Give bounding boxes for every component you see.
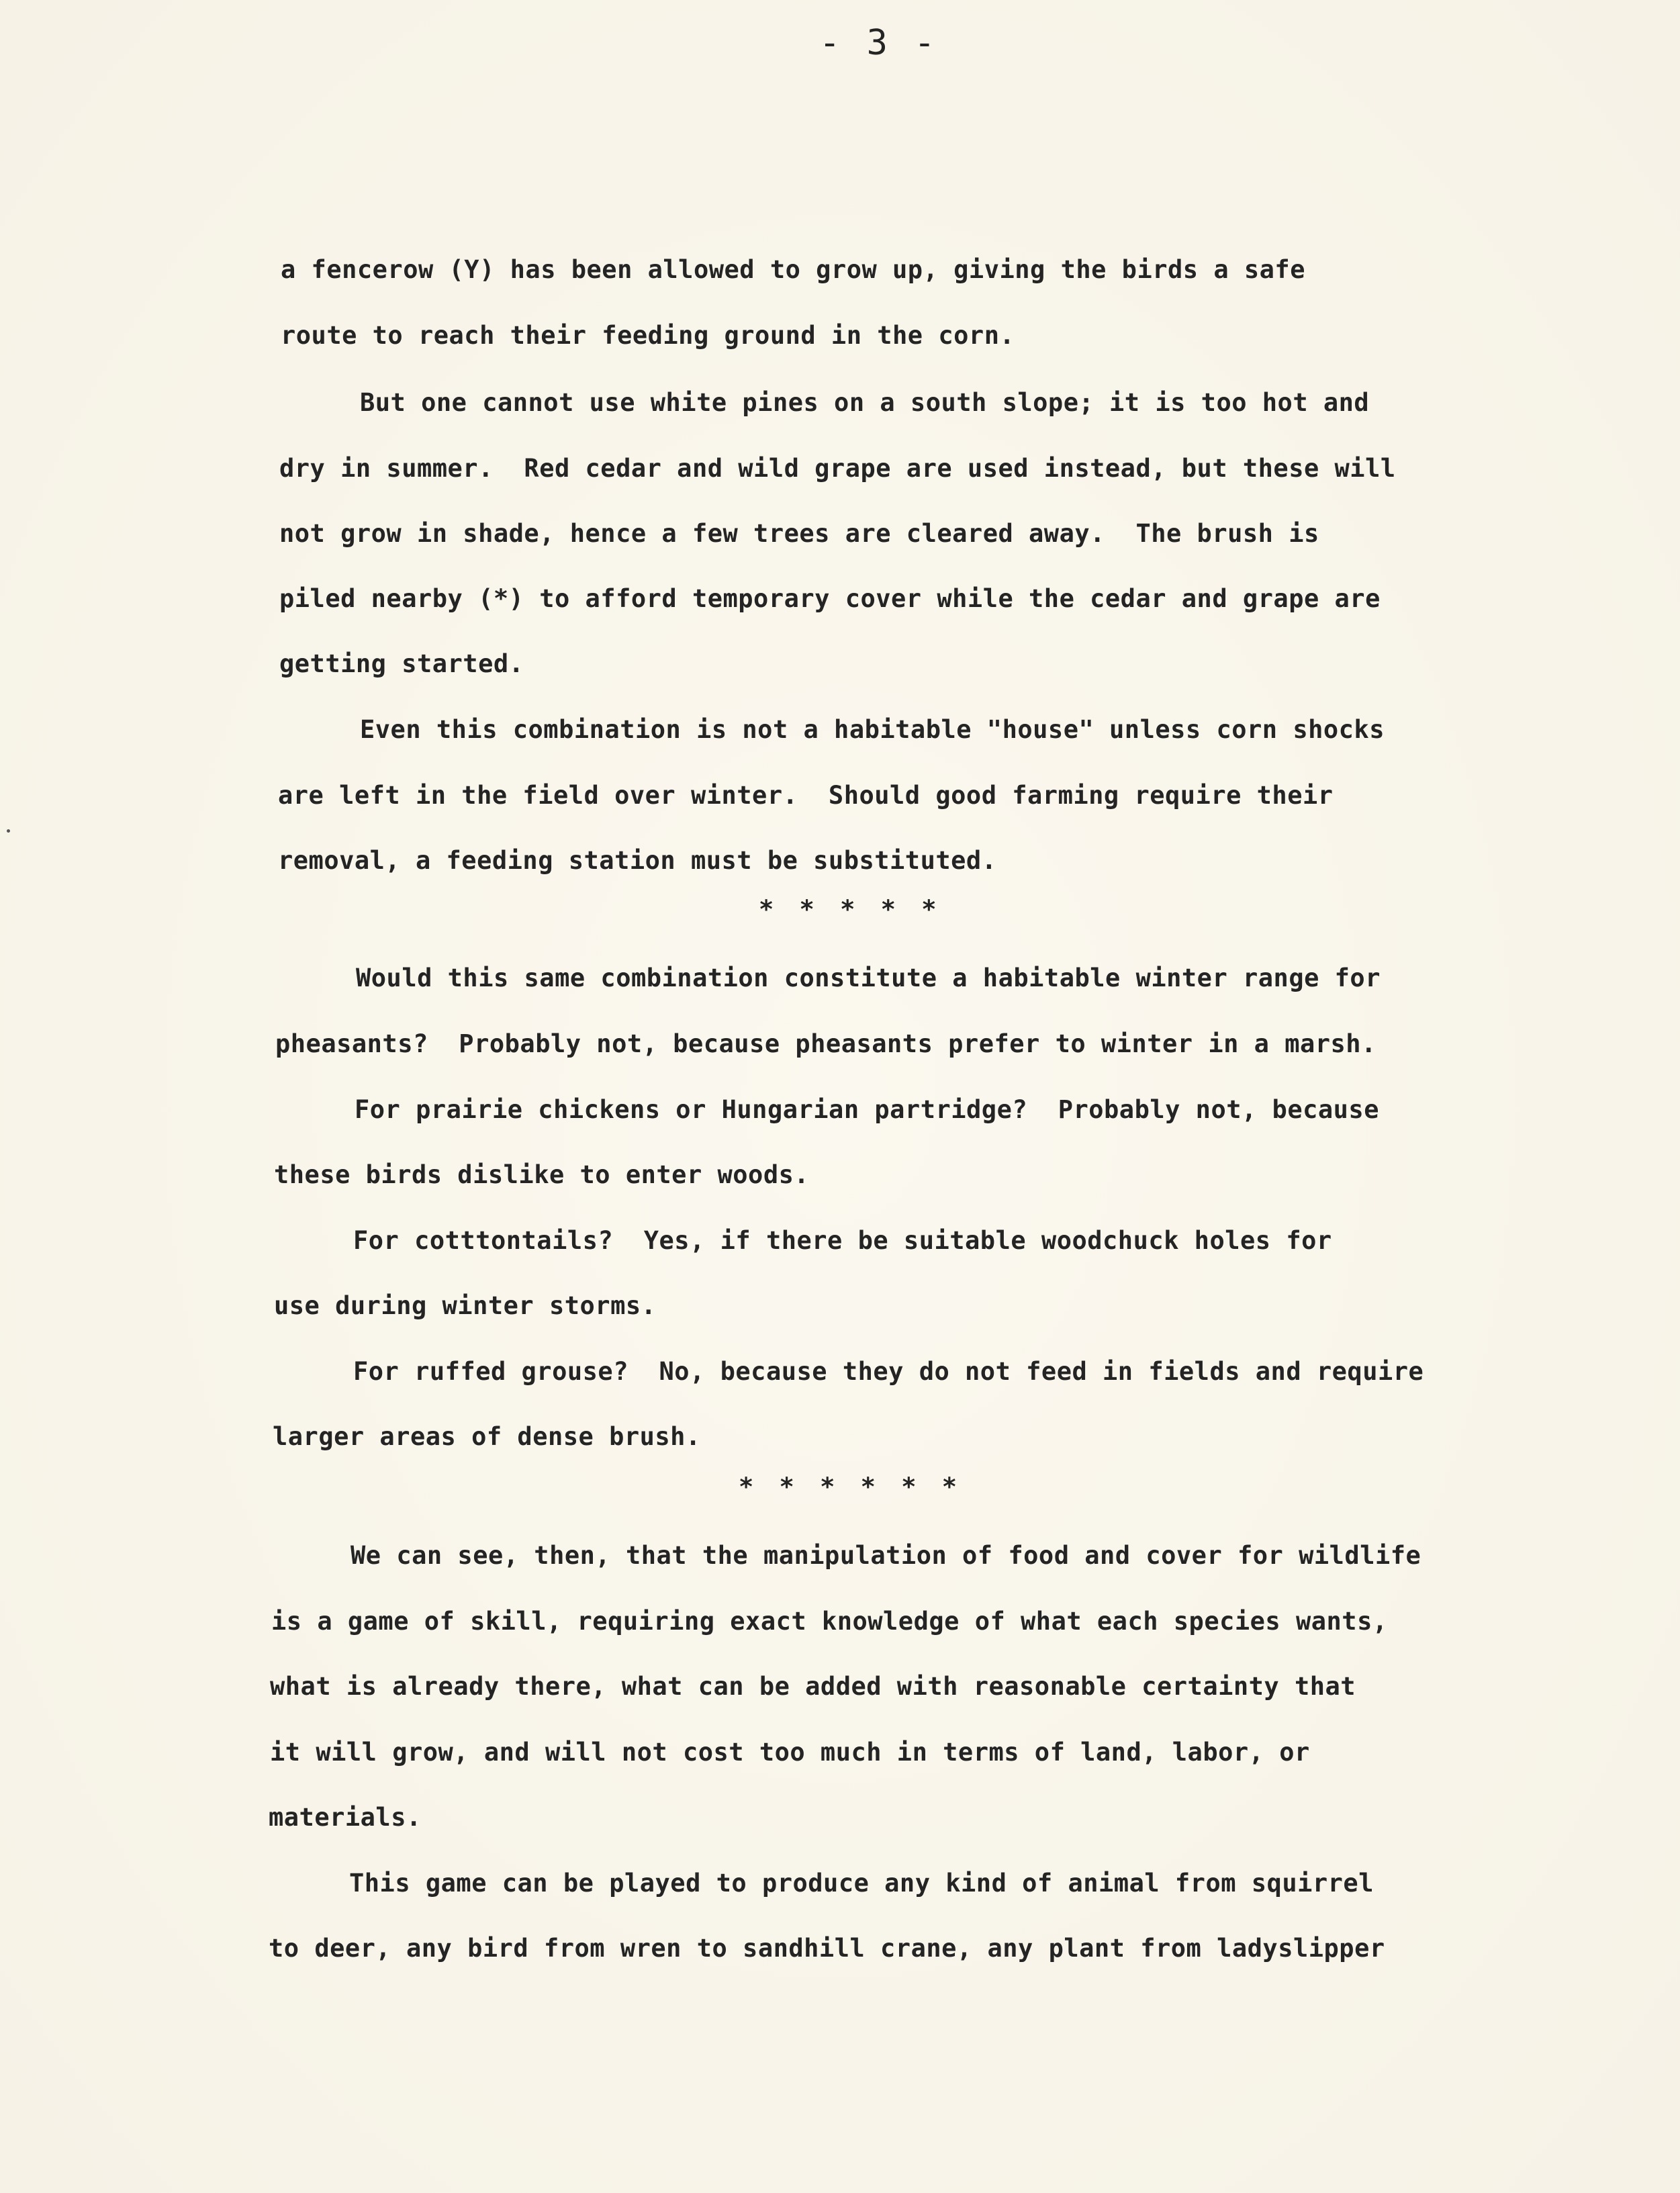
text-line: This game can be played to produce any kind of animal from squirrel bbox=[349, 1869, 1374, 1898]
text-line: materials. bbox=[269, 1803, 422, 1832]
text-line: removal, a feeding station must be substituted. bbox=[278, 846, 997, 875]
margin-mark bbox=[7, 829, 10, 833]
text-line: Even this combination is not a habitable "house" unless corn shocks bbox=[360, 715, 1385, 744]
text-line: not grow in shade, hence a few trees are cleared away. The brush is bbox=[279, 519, 1319, 548]
text-line: are left in the field over winter. Should good farming require their bbox=[278, 781, 1334, 810]
page-number: - 3 - bbox=[819, 23, 938, 63]
text-line: larger areas of dense brush. bbox=[273, 1422, 701, 1451]
text-line: Would this same combination constitute a habitable winter range for bbox=[356, 964, 1381, 992]
text-line: But one cannot use white pines on a south slope; it is too hot and bbox=[360, 388, 1370, 417]
text-line: it will grow, and will not cost too much in terms of land, labor, or bbox=[270, 1738, 1310, 1767]
section-separator: * * * * * * bbox=[739, 1473, 963, 1501]
text-line: a fencerow (Y) has been allowed to grow up, giving the birds a safe bbox=[281, 255, 1305, 284]
text-line: what is already there, what can be added with reasonable certainty that bbox=[270, 1672, 1356, 1701]
text-line: piled nearby (*) to afford temporary cover while the cedar and grape are bbox=[279, 584, 1381, 613]
text-line: use during winter storms. bbox=[274, 1291, 657, 1320]
text-line: is a game of skill, requiring exact knowledge of what each species wants, bbox=[271, 1607, 1388, 1636]
section-separator: * * * * * bbox=[759, 895, 942, 924]
text-line: For ruffed grouse? No, because they do not feed in fields and require bbox=[353, 1357, 1424, 1386]
text-line: getting started. bbox=[279, 649, 524, 678]
text-line: to deer, any bird from wren to sandhill crane, any plant from ladyslipper bbox=[269, 1934, 1385, 1963]
text-line: We can see, then, that the manipulation of food and cover for wildlife bbox=[351, 1541, 1421, 1570]
text-line: pheasants? Probably not, because pheasants prefer to winter in a marsh. bbox=[275, 1029, 1376, 1058]
text-line: these birds dislike to enter woods. bbox=[274, 1160, 810, 1189]
text-line: route to reach their feeding ground in the corn. bbox=[281, 321, 1015, 350]
text-line: For prairie chickens or Hungarian partridge? Probably not, because bbox=[355, 1095, 1379, 1124]
text-line: For cotttontails? Yes, if there be suitable woodchuck holes for bbox=[353, 1226, 1332, 1255]
text-line: dry in summer. Red cedar and wild grape are used instead, but these will bbox=[279, 454, 1396, 483]
